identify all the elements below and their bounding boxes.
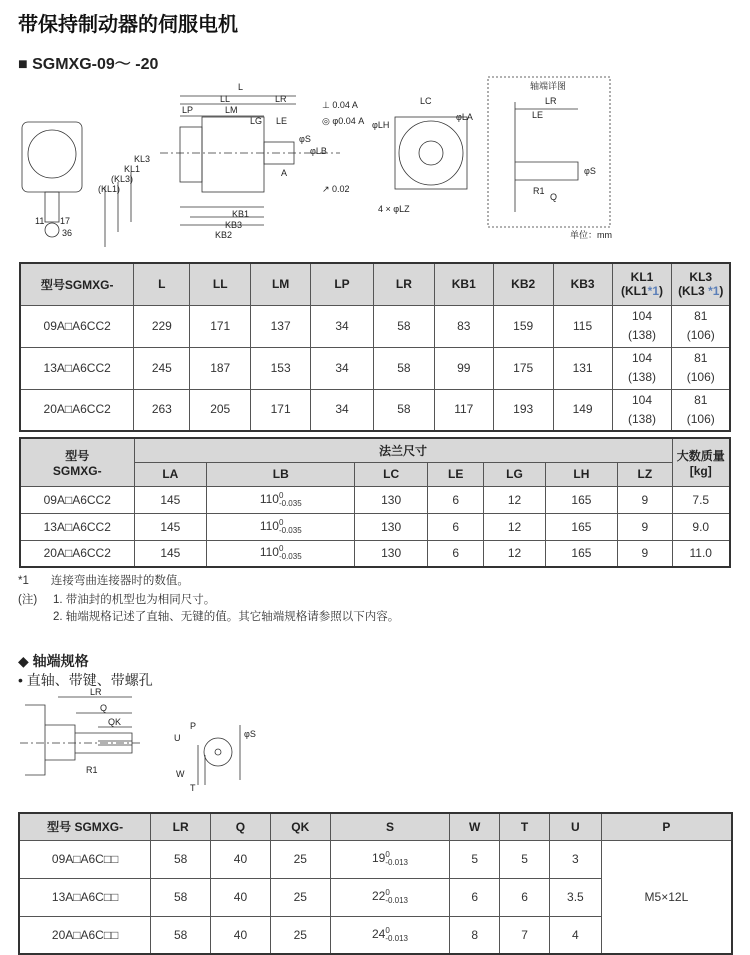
cell: 6 [500, 878, 550, 916]
lower-tolerance: -0.013 [385, 896, 408, 905]
detail-Q: Q [550, 192, 558, 202]
value: 104 [631, 392, 653, 407]
flange-group-header: 法兰尺寸 [134, 438, 672, 462]
dim-11: 11 [35, 216, 45, 226]
dim-LH: φLH [372, 120, 390, 130]
cell: 20A□A6C□□ [19, 916, 151, 954]
dim-KL3-paren: (KL3) [111, 174, 134, 184]
lower-tolerance: -0.035 [278, 525, 302, 535]
cell: 7 [500, 916, 550, 954]
detail-LE: LE [532, 110, 544, 120]
mass-header: 大数质量 [kg] [672, 438, 730, 486]
cell [612, 305, 672, 347]
detail-S: φS [584, 166, 596, 176]
header-0: 型号 SGMXG- [19, 813, 151, 840]
upper-tolerance: 0 [385, 925, 390, 935]
lower-tolerance: -0.013 [385, 858, 408, 867]
cell: 110 0 -0.035 [207, 540, 355, 567]
cell [612, 389, 672, 431]
cell: 20A□A6CC2 [20, 540, 134, 567]
cell: 58 [151, 878, 211, 916]
dim-LB: φLB [310, 146, 327, 156]
footnote-star: *1 连接弯曲连接器时的数值。 [18, 575, 189, 587]
motor-back-view [22, 122, 82, 192]
lower-tolerance: -0.035 [278, 498, 302, 508]
dim-LR: LR [275, 94, 287, 104]
cell: 159 [493, 305, 553, 347]
cell: 130 [355, 540, 428, 567]
cell: 165 [545, 540, 618, 567]
cell: 99 [434, 347, 493, 389]
cell: 6 [427, 540, 484, 567]
shaft-subheading: • 直轴、带键、带螺孔 [18, 672, 153, 688]
header-label: KL1 [630, 270, 654, 285]
cell: 22 0 -0.013 [330, 878, 450, 916]
dim-KL1-paren: (KL1) [98, 184, 121, 194]
value: 81 [694, 309, 708, 323]
cell: 171 [190, 305, 251, 347]
header-型号sgmxg-: 型号SGMXG- [20, 263, 134, 305]
cell: 5 [450, 840, 500, 878]
perpendicularity-tolerance: ⊥ 0.04 A [322, 100, 358, 110]
cell: 117 [434, 389, 493, 431]
footnote-ref: *1 [647, 284, 660, 299]
cell: 149 [553, 389, 612, 431]
cell: 13A□A6C□□ [19, 878, 151, 916]
cell: 130 [355, 513, 428, 540]
cell: 11.0 [672, 540, 730, 567]
cell: 13A□A6CC2 [20, 347, 134, 389]
footnote-ref: *1 [708, 284, 720, 299]
header-kl3 [672, 263, 730, 305]
value-alt: (138) [628, 370, 657, 384]
dim-LZ: 4 × φLZ [378, 204, 410, 214]
dim-LA: φLA [456, 112, 473, 122]
cell: 5 [500, 840, 550, 878]
value: 81 [694, 351, 708, 365]
dim-LG: LG [250, 116, 263, 126]
shaft-T: T [190, 783, 196, 793]
unit-label: 单位：mm [570, 230, 612, 240]
header-7: U [549, 813, 601, 840]
cell: 245 [134, 347, 190, 389]
shaft-LR: LR [90, 687, 102, 697]
header-lr: LR [373, 263, 434, 305]
table-row [20, 305, 730, 347]
table-row [20, 513, 730, 540]
header-5: W [450, 813, 500, 840]
shaft-table [18, 812, 733, 955]
header-2: Q [211, 813, 271, 840]
detail-title: 轴端详图 [530, 81, 567, 91]
cell: 25 [270, 878, 330, 916]
datum-A: A [281, 168, 288, 178]
cell: 13A□A6CC2 [20, 513, 134, 540]
detail-LR: LR [545, 96, 557, 106]
cell: 40 [211, 840, 271, 878]
header-le: LE [427, 462, 484, 486]
cell: 4 [549, 916, 601, 954]
upper-tolerance: 0 [385, 850, 390, 859]
value: 104 [631, 351, 653, 365]
lower-tolerance: -0.035 [278, 552, 302, 562]
cell [672, 305, 730, 347]
cell: 6 [427, 513, 484, 540]
model-header: 型号 SGMXG- [20, 438, 134, 486]
table-row [20, 347, 730, 389]
cell: 34 [311, 305, 374, 347]
section-heading: ■ SGMXG-09～ -20 [18, 56, 159, 73]
header-label: KL3 [689, 270, 713, 285]
flange-table [19, 437, 731, 568]
cell: 145 [134, 486, 207, 513]
lower-tolerance: -0.013 [385, 933, 408, 943]
dim-LC: LC [420, 96, 432, 106]
cell: 19 0 -0.013 [330, 840, 450, 878]
detail-R1: R1 [533, 186, 545, 196]
cell: 3.5 [549, 878, 601, 916]
cell: 25 [270, 840, 330, 878]
tolerance [279, 519, 302, 535]
shaft-Q: Q [100, 703, 108, 713]
cell-P: M5×12L [601, 840, 732, 954]
cell: 9 [618, 513, 672, 540]
cell [672, 347, 730, 389]
cell: 25 [270, 916, 330, 954]
tolerance [279, 545, 302, 561]
note-mark: (注) [18, 594, 38, 606]
paren: ) [659, 284, 664, 299]
cell: 263 [134, 389, 190, 431]
cell: 115 [553, 305, 612, 347]
cell: 9 [618, 486, 672, 513]
header-3: QK [270, 813, 330, 840]
runout-tolerance: ↗ 0.02 [322, 184, 350, 194]
cell: 6 [450, 878, 500, 916]
header-6: T [500, 813, 550, 840]
header-lb: LB [207, 462, 355, 486]
cell: 229 [134, 305, 190, 347]
cell [672, 389, 730, 431]
cell: 131 [553, 347, 612, 389]
dim-KL1: KL1 [124, 164, 141, 174]
header-4: S [330, 813, 450, 840]
dim-KB2: KB2 [215, 230, 233, 240]
shaft-QK: QK [108, 717, 122, 727]
cell: 9 [618, 540, 672, 567]
header-kb1: KB1 [434, 263, 493, 305]
value-alt: (106) [686, 370, 715, 384]
value-alt: (138) [628, 411, 657, 426]
value-alt: (106) [686, 411, 715, 426]
upper-tolerance: 0 [278, 490, 284, 500]
cell: 145 [134, 513, 207, 540]
cell: 145 [134, 540, 207, 567]
dim-KB1: KB1 [232, 209, 250, 219]
cell: 153 [251, 347, 311, 389]
value-alt: (138) [628, 328, 657, 342]
value: 81 [694, 392, 708, 407]
cell: 58 [373, 347, 434, 389]
cell: 09A□A6C□□ [19, 840, 151, 878]
header-1: LR [151, 813, 211, 840]
cell: 7.5 [672, 486, 730, 513]
paren: ) [719, 284, 724, 299]
header-l: L [134, 263, 190, 305]
header-lg: LG [484, 462, 545, 486]
header-kl1 [612, 263, 672, 305]
shaft-U: U [174, 733, 181, 743]
upper-tolerance: 0 [278, 517, 284, 527]
cell: 175 [493, 347, 553, 389]
cell: 34 [311, 347, 374, 389]
cell: 8 [450, 916, 500, 954]
tolerance [279, 492, 302, 508]
header-la: LA [134, 462, 207, 486]
header-8: P [601, 813, 732, 840]
cell [612, 347, 672, 389]
cell: 110 0 -0.035 [207, 486, 355, 513]
value: 104 [631, 309, 653, 323]
page-title: 带保持制动器的伺服电机 [18, 14, 238, 36]
cell: 58 [373, 305, 434, 347]
cell: 34 [311, 389, 374, 431]
dim-17: 17 [60, 216, 71, 226]
cell: 165 [545, 513, 618, 540]
cell: 6 [427, 486, 484, 513]
cell: 09A□A6CC2 [20, 486, 134, 513]
header-ll: LL [190, 263, 251, 305]
dim-LM: LM [225, 105, 238, 115]
shaft-R1: R1 [86, 765, 98, 775]
cell: 165 [545, 486, 618, 513]
header-lp: LP [311, 263, 374, 305]
cell: 12 [484, 513, 545, 540]
cell: 110 0 -0.035 [207, 513, 355, 540]
motor-flange-view [395, 117, 467, 189]
cell: 58 [151, 840, 211, 878]
value-alt: (106) [686, 328, 715, 342]
cell: 193 [493, 389, 553, 431]
cell: 24 0 -0.013 [330, 916, 450, 954]
dim-LL: LL [220, 94, 231, 104]
cell: 40 [211, 916, 271, 954]
header-sub: (KL1 [621, 284, 648, 299]
cell: 12 [484, 540, 545, 567]
cell: 205 [190, 389, 251, 431]
cell: 137 [251, 305, 311, 347]
dim-S: φS [299, 134, 311, 144]
cell: 12 [484, 486, 545, 513]
shaft-P: P [190, 721, 197, 731]
cell: 130 [355, 486, 428, 513]
dim-36: 36 [62, 228, 73, 238]
dimension-table [19, 262, 731, 432]
cell: 3 [549, 840, 601, 878]
dim-LP: LP [182, 105, 194, 115]
cell: 83 [434, 305, 493, 347]
upper-tolerance: 0 [278, 544, 284, 554]
cell: 58 [151, 916, 211, 954]
table-row [19, 840, 732, 878]
shaft-W: W [176, 769, 185, 779]
cell: 58 [373, 389, 434, 431]
note-1: 1. 带油封的机型也为相同尺寸。 [53, 594, 216, 606]
dim-KB3: KB3 [225, 220, 243, 230]
header-kb2: KB2 [493, 263, 553, 305]
cell: 171 [251, 389, 311, 431]
section-heading-shaft: ◆ 轴端规格 [18, 653, 89, 669]
cell: 9.0 [672, 513, 730, 540]
header-sub: (KL3 [678, 284, 709, 299]
motor-dimension-drawing [0, 72, 750, 247]
cell: 20A□A6CC2 [20, 389, 134, 431]
table-row [20, 389, 730, 431]
dim-LE: LE [276, 116, 288, 126]
dim-L: L [238, 82, 244, 92]
header-kb3: KB3 [553, 263, 612, 305]
concentricity-tolerance: ◎ φ0.04 A [322, 116, 365, 126]
header-lh: LH [545, 462, 618, 486]
shaft-end-drawing [0, 685, 280, 800]
upper-tolerance: 0 [385, 888, 390, 897]
header-lm: LM [251, 263, 311, 305]
motor-body [180, 127, 202, 182]
table-row [20, 540, 730, 567]
cell: 187 [190, 347, 251, 389]
table-row [20, 486, 730, 513]
header-lc: LC [355, 462, 428, 486]
note-2: 2. 轴端规格记述了直轴、无键的值。其它轴端规格请参照以下内容。 [53, 611, 400, 623]
header-lz: LZ [618, 462, 672, 486]
dim-KL3: KL3 [134, 154, 151, 164]
tolerance [385, 851, 408, 867]
shaft-S: φS [244, 729, 256, 739]
cell: 09A□A6CC2 [20, 305, 134, 347]
tolerance [385, 889, 408, 905]
cell: 40 [211, 878, 271, 916]
